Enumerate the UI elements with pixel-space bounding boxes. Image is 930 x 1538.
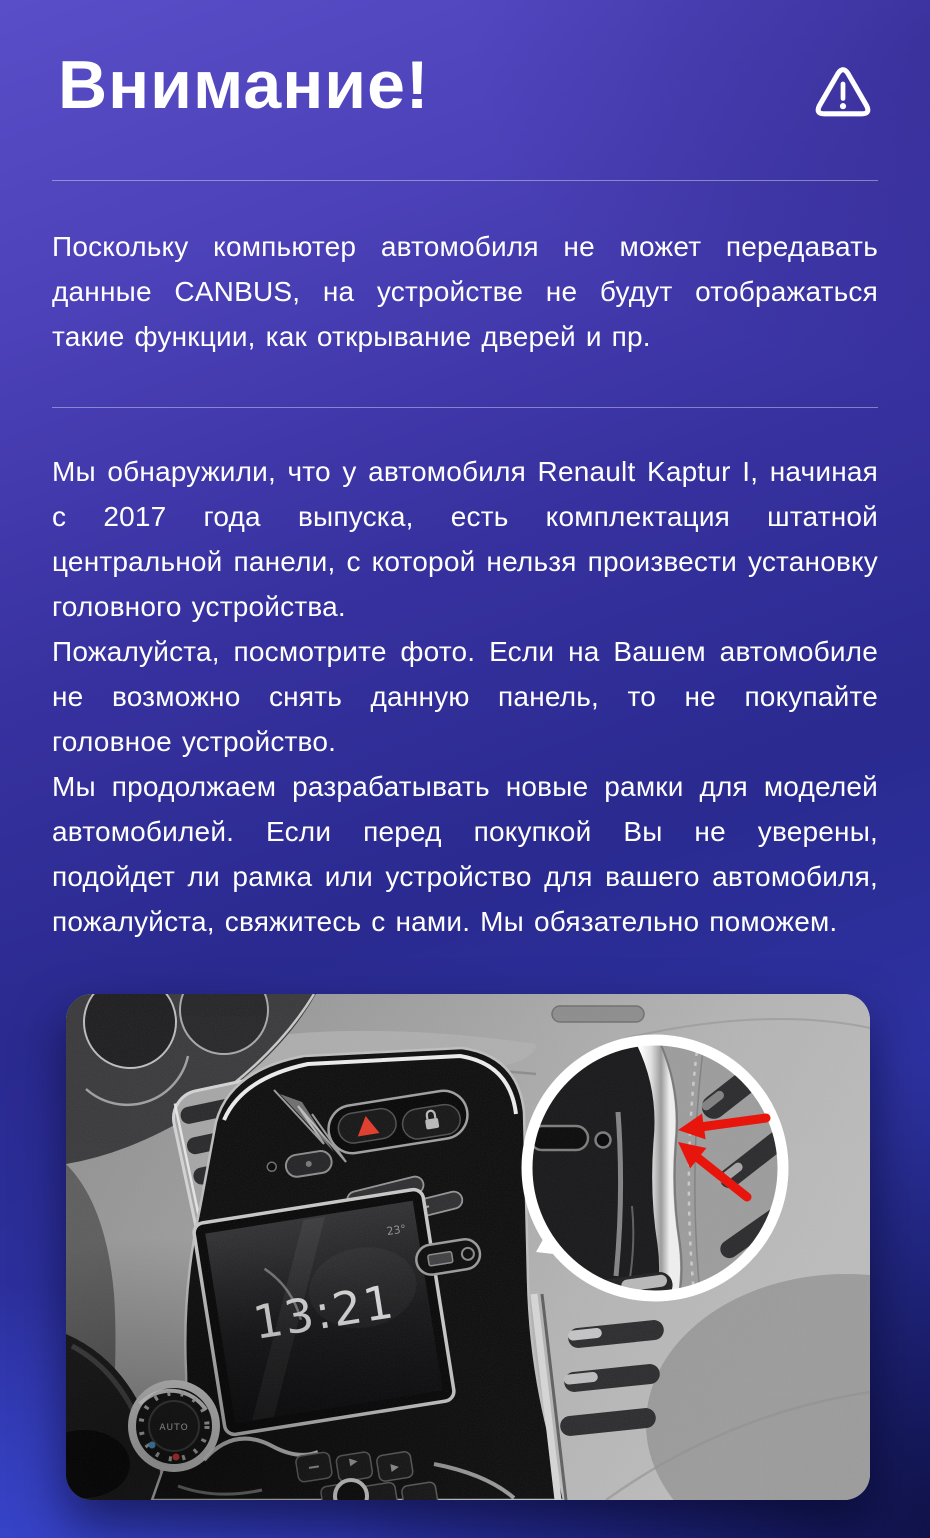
dashboard-photo bbox=[66, 994, 870, 1500]
divider-top bbox=[52, 180, 878, 181]
warning-paragraphs bbox=[52, 449, 878, 944]
paragraph-kaptur-panel: Мы обнаружили, что у автомобиля Renault Kaptur I, начиная с 2017 года выпуска, есть комплектация штатной центральной панели, с которой нельзя произвести установку головного устройства. bbox=[52, 456, 878, 622]
paragraph-contact-us: Мы продолжаем разрабатывать новые рамки для моделей автомобилей. Если перед покупкой Вы не уверены, подойдет ли рамка или устройство для вашего автомобиля, пожалуйста, свяжитесь с нами. Мы обязательно поможем. bbox=[52, 771, 878, 937]
warning-triangle-icon bbox=[814, 66, 872, 120]
paragraph-check-photo: Пожалуйста, посмотрите фото. Если на Вашем автомобиле не возможно снять данную панель, то не покупайте головное устройство. bbox=[52, 636, 878, 757]
divider-middle bbox=[52, 407, 878, 408]
dashboard-photo-art bbox=[66, 994, 870, 1500]
page-title: Внимание! bbox=[58, 47, 430, 123]
intro-paragraph: Поскольку компьютер автомобиля не может передавать данные CANBUS, на устройстве не будут отображаться такие функции, как открывание дверей и пр. bbox=[52, 231, 878, 352]
